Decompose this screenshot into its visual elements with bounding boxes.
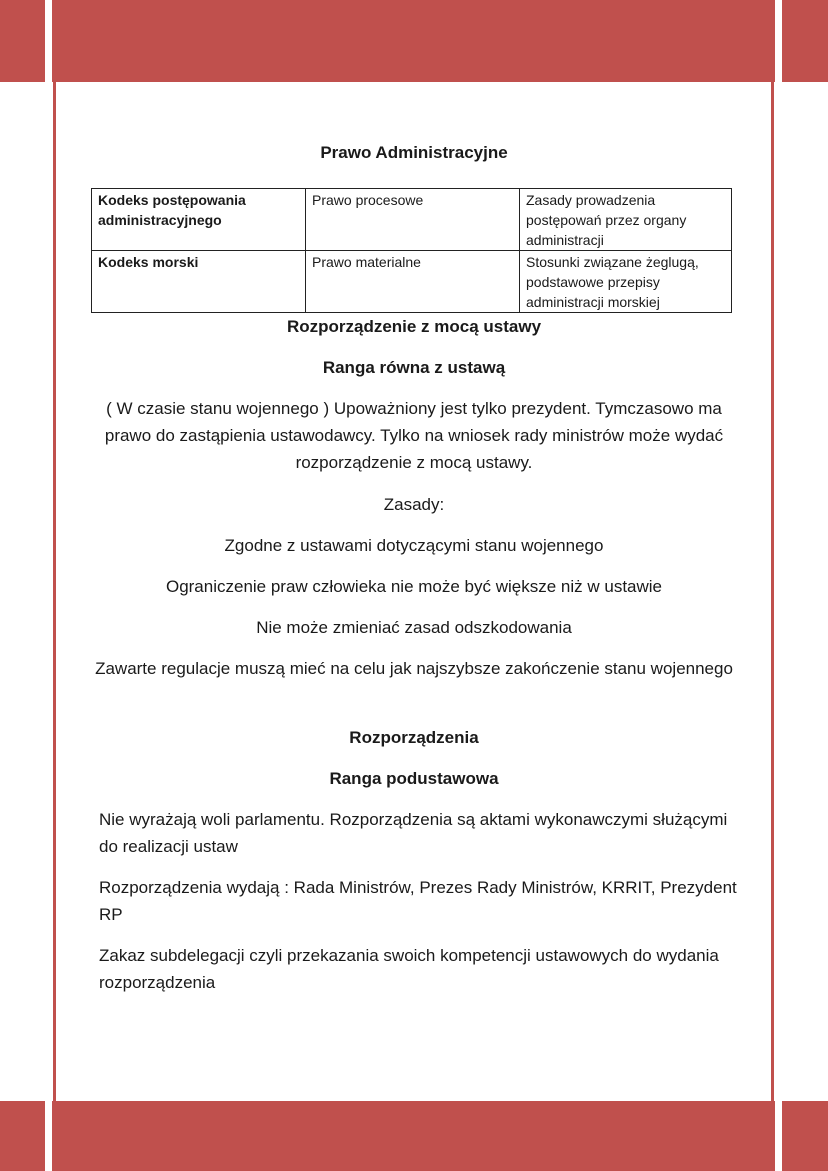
body-paragraph: Rozporządzenia wydają : Rada Ministrów, Prezes Rady Ministrów, KRRIT, Prezydent RP [99, 878, 737, 924]
table-row [92, 189, 732, 251]
table-row [92, 251, 732, 313]
left-border-line [53, 0, 56, 1171]
right-border-line [771, 0, 774, 1171]
intro-paragraph: ( W czasie stanu wojennego ) Upoważniony jest tylko prezydent. Tymczasowo ma prawo do zastąpienia ustawodawcy. Tylko na wniosek rady ministrów może wydać rozporządzenie z mocą ustawy. [104, 399, 724, 472]
rule-item: Ograniczenie praw człowieka nie może być większe niż w ustawie [165, 577, 663, 596]
right-border-gap [775, 0, 782, 1171]
section-heading: Rozporządzenie z mocą ustawy [286, 317, 542, 336]
table-cell-desc: Stosunki związane żeglugą, podstawowe przepisy administracji morskiej [520, 251, 732, 313]
body-paragraph: Zakaz subdelegacji czyli przekazania swoich kompetencji ustawowych do wydania rozporządzenia [99, 946, 719, 992]
table-cell-type: Prawo procesowe [306, 189, 520, 251]
rule-item: Zawarte regulacje muszą mieć na celu jak najszybsze zakończenie stanu wojennego [95, 659, 733, 678]
rule-item: Nie może zmieniać zasad odszkodowania [256, 618, 572, 637]
table-cell-code: Kodeks postępowania administracyjnego [92, 189, 306, 251]
codes-table [91, 188, 732, 313]
body-paragraph: Nie wyrażają woli parlamentu. Rozporządzenia są aktami wykonawczymi służącymi do realizacji ustaw [99, 810, 728, 856]
rule-item: Zgodne z ustawami dotyczącymi stanu wojennego [224, 536, 604, 555]
table-cell-type: Prawo materialne [306, 251, 520, 313]
header-band [0, 0, 828, 82]
page-title: Prawo Administracyjne [320, 143, 508, 162]
section-subheading: Ranga podustawowa [329, 769, 499, 788]
section-subheading: Ranga równa z ustawą [322, 358, 506, 377]
footer-band [0, 1101, 828, 1171]
section-heading: Rozporządzenia [349, 728, 479, 747]
rules-label: Zasady: [383, 495, 445, 514]
left-border-gap [45, 0, 52, 1171]
table-cell-desc: Zasady prowadzenia postępowań przez organy administracji [520, 189, 732, 251]
table-cell-code: Kodeks morski [92, 251, 306, 313]
